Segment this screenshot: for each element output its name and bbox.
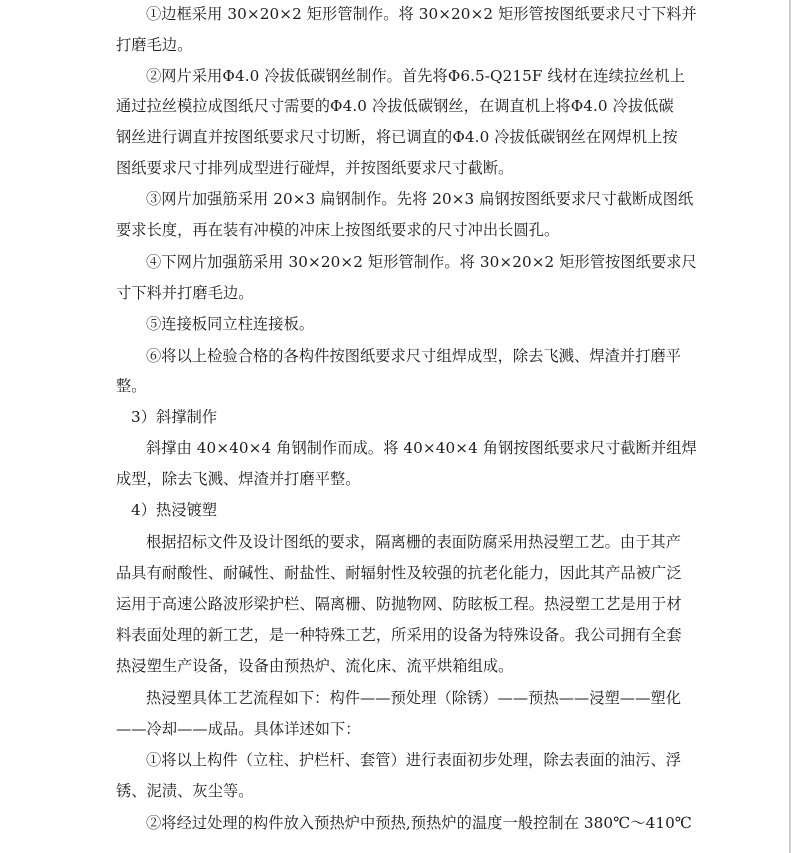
text-line: 根据招标文件及设计图纸的要求，隔离栅的表面防腐采用热浸塑工艺。由于其产 — [146, 533, 682, 551]
text-line: ——冷却——成品。具体详述如下： — [116, 720, 361, 738]
text-line: 热浸塑生产设备，设备由预热炉、流化床、流平烘箱组成。 — [116, 657, 514, 675]
text-line: 图纸要求尺寸排列成型进行碰焊，并按图纸要求尺寸截断。 — [116, 159, 514, 177]
text-line: ①将以上构件（立柱、护栏杆、套管）进行表面初步处理，除去表面的油污、浮 — [146, 751, 682, 769]
text-line: ②将经过处理的构件放入预热炉中预热,预热炉的温度一般控制在 380℃～410℃ — [146, 814, 692, 832]
text-line: 整。 — [116, 377, 147, 395]
text-line: 钢丝进行调直并按图纸要求尺寸切断，将已调直的Φ4.0 冷拔低碳钢丝在网焊机上按 — [116, 128, 678, 146]
text-line: 运用于高速公路波形梁护栏、隔离栅、防抛物网、防眩板工程。热浸塑工艺是用于材 — [116, 595, 682, 613]
text-line: 料表面处理的新工艺，是一种特殊工艺，所采用的设备为特殊设备。我公司拥有全套 — [116, 626, 682, 644]
text-line: 通过拉丝模拉成图纸尺寸需要的Φ4.0 冷拔低碳钢丝，在调直机上将Φ4.0 冷拔低碳 — [116, 97, 674, 115]
text-line: ④下网片加强筋采用 30×20×2 矩形管制作。将 30×20×2 矩形管按图纸要求尺 — [146, 253, 697, 271]
text-line: 打磨毛边。 — [116, 36, 193, 54]
text-line: 斜撑由 40×40×4 角钢制作而成。将 40×40×4 角钢按图纸要求尺寸截断并组焊 — [146, 439, 697, 457]
text-line: 要求长度，再在装有冲模的冲床上按图纸要求的尺寸冲出长圆孔。 — [116, 221, 560, 239]
text-line: ③网片加强筋采用 20×3 扁钢制作。先将 20×3 扁钢按图纸要求尺寸截断成图纸 — [146, 190, 694, 208]
section-heading: 4）热浸镀塑 — [131, 501, 218, 519]
text-line: ②网片采用Φ4.0 冷拔低碳钢丝制作。首先将Φ6.5-Q215F 线材在连续拉丝机上 — [146, 67, 686, 85]
text-line: ①边框采用 30×20×2 矩形管制作。将 30×20×2 矩形管按图纸要求尺寸下料并 — [146, 5, 697, 23]
text-line: ⑤连接板同立柱连接板。 — [146, 315, 315, 333]
text-line: 品具有耐酸性、耐碱性、耐盐性、耐辐射性及较强的抗老化能力，因此其产品被广泛 — [116, 564, 682, 582]
text-line: 热浸塑具体工艺流程如下：构件——预处理（除锈）——预热——浸塑——塑化 — [146, 689, 682, 707]
text-line: 寸下料并打磨毛边。 — [116, 284, 254, 302]
section-heading: 3）斜撑制作 — [131, 408, 218, 426]
text-line: ⑥将以上检验合格的各构件按图纸要求尺寸组焊成型，除去飞溅、焊渣并打磨平 — [146, 347, 682, 365]
text-line: 成型，除去飞溅、焊渣并打磨平整。 — [116, 470, 361, 488]
text-line: 锈、泥渍、灰尘等。 — [116, 782, 254, 800]
